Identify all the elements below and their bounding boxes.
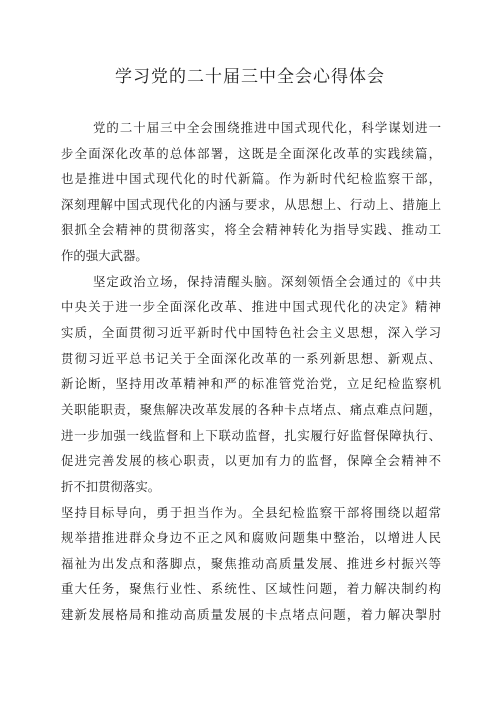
body-line: 深刻理解中国式现代化的内涵与要求，从思想上、行动上、措施上 <box>61 197 441 212</box>
body-line: 坚持目标导向，勇于担当作为。全县纪检监察干部将围绕以超常 <box>61 505 441 520</box>
body-line: 重大任务，聚焦行业性、系统性、区域性问题，着力解决制约构 <box>61 581 441 596</box>
body-line: 福祉为出发点和落脚点，聚焦推动高质量发展、推进乡村振兴等 <box>61 556 441 571</box>
document-title: 学习党的二十届三中全会心得体会 <box>115 67 385 87</box>
body-line: 也是推进中国式现代化的时代新篇。作为新时代纪检监察干部， <box>61 171 441 186</box>
body-line: 规举措推进群众身边不正之风和腐败问题集中整治，以增进人民 <box>61 530 441 545</box>
body-line: 关职能职责，聚焦解决改革发展的各种卡点堵点、痛点难点问题， <box>61 402 441 417</box>
body-line: 折不扣贯彻落实。 <box>61 479 161 494</box>
body-line: 狠抓全会精神的贯彻落实，将全会精神转化为指导实践、推动工 <box>61 222 441 237</box>
body-line: 步全面深化改革的总体部署，这既是全面深化改革的实践续篇， <box>61 146 441 161</box>
body-line: 坚定政治立场，保持清醒头脑。深刻领悟全会通过的《中共 <box>93 274 441 289</box>
body-line: 贯彻习近平总书记关于全面深化改革的一系列新思想、新观点、 <box>61 351 441 366</box>
body-line: 进一步加强一线监督和上下联动监督，扎实履行好监督保障执行、 <box>61 428 441 443</box>
body-line: 作的强大武器。 <box>61 248 148 263</box>
body-line: 新论断，坚持用改革精神和严的标准管党治党，立足纪检监察机 <box>61 376 441 391</box>
body-line: 党的二十届三中全会围绕推进中国式现代化，科学谋划进一 <box>93 120 441 135</box>
body-line: 中央关于进一步全面深化改革、推进中国式现代化的决定》精神 <box>61 299 441 314</box>
body-line: 促进完善发展的核心职责，以更加有力的监督，保障全会精神不 <box>61 453 441 468</box>
body-line: 实质，全面贯彻习近平新时代中国特色社会主义思想，深入学习 <box>61 325 441 340</box>
body-line: 建新发展格局和推动高质量发展的卡点堵点问题，着力解决掣肘 <box>61 607 441 622</box>
